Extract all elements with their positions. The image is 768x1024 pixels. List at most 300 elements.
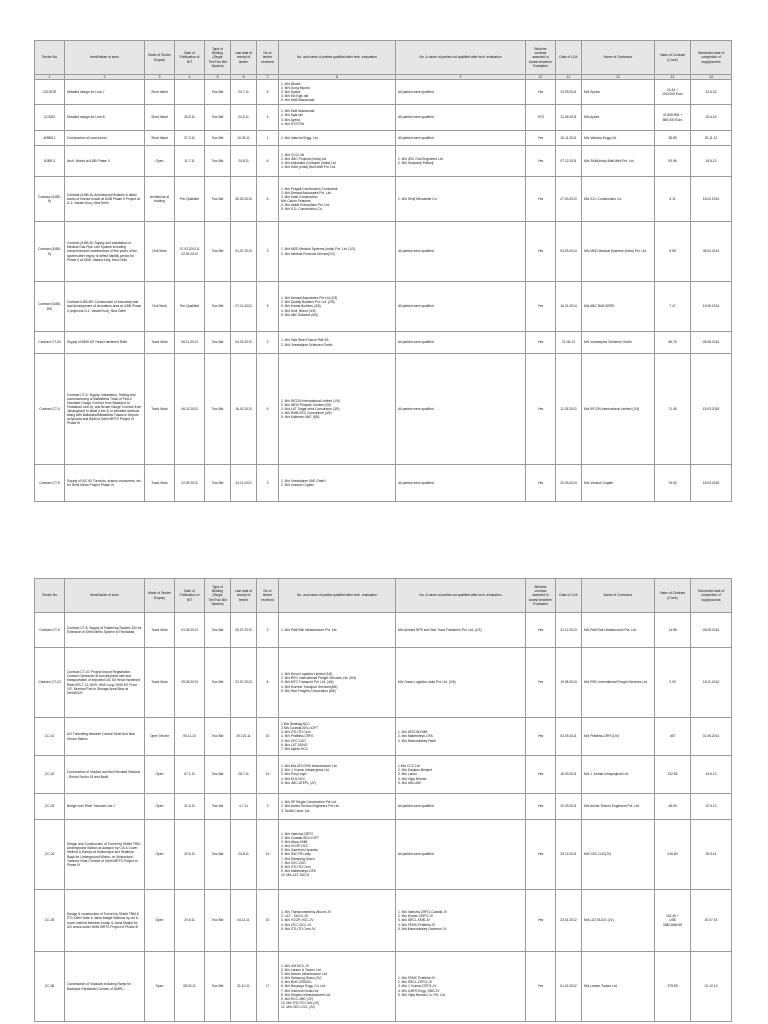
cell-item-nature-of-work: Construction of Viaducts including Ramp for Badarpur-Faridabad Corridor of DMRC — [65, 952, 145, 1022]
cell-tender-no: CC-03 — [35, 794, 65, 820]
cell-awarded-lowest: Yes — [526, 718, 556, 756]
cell-contractor-name: M/s CEC-OJO(JV) — [582, 820, 655, 890]
cell-scheduled-completion: 20.07.15 — [691, 890, 732, 952]
cell-scheduled-completion: 28.9.14 — [691, 820, 732, 890]
column-header-bidding-type: Type of Bidding (Single Tier/Two Bid System) — [205, 579, 231, 613]
cell-contractor-name: M/s Ayesa — [582, 105, 655, 131]
cell-qualified-parties: 1. M/s Transtonnelstroy-Afcons JV 2. L&T - SUCG-JV 3. M/s VCGP-HCC-JV 4. M/s CEC-CICL-JV 5. M/s ITD-ITD Cem-JV — [279, 890, 396, 952]
cell-loa-date: 23.09.2011 — [556, 80, 582, 105]
cell-awarded-lowest: Yes — [526, 794, 556, 820]
cell-contract-value: 151.40 + US$ 33821684.65 — [655, 890, 691, 952]
cell-mode-of-enquiry: Track Work — [145, 332, 175, 354]
cell-loa-date: 27.03.2013 — [556, 177, 582, 222]
cell-scheduled-completion: 28.05.2014 — [691, 613, 732, 648]
cell-item-nature-of-work: Detailed design for Line-8 — [65, 105, 145, 131]
cell-loa-date: 01.02.2012 — [556, 952, 582, 1022]
cell-contract-value: 2.09 — [655, 648, 691, 718]
table-row — [35, 80, 732, 105]
cell-bidding-type: Two Bid — [205, 332, 231, 354]
column-header-last-date-receipt: Last date of receipt of tender — [231, 579, 257, 613]
cell-qualified-parties: 1. M/s CCCL ltd 2. M/s JMC Projects (India) Ltd 3. M/s Ahluwalia Contracts (India) Ltd 4. M/s SAM (India) Built Well Pvt. Ltd. — [279, 146, 396, 177]
cell-qualified-parties: 1.M/s Strabag-NCC 2.M/s Coastal-SELI-IGFT 3. M/s ITD-ITD Cem 4. M/s Pratibha-CRFG 5. M/s CEC-OJO 6. M/s L&T-SUNG 7. M/s Alpine-HCC — [279, 718, 396, 756]
cell-item-nature-of-work: Contract CT-6: Supply of Fastening System 320 for Extension of Delhi Metro System to Faridabad — [65, 613, 145, 648]
tender-table — [34, 578, 732, 1022]
cell-loa-date: 20.03.2013 — [556, 465, 582, 502]
cell-tender-no: Contract (ILBB-5) — [35, 222, 65, 282]
cell-qualified-parties: 1. M/s MDD Medical Systems (India) Pvt. Ltd. (1/2) 2. M/s Medical Products Service(2/2) — [279, 222, 396, 282]
column-number: 3 — [145, 75, 175, 80]
column-number: 4 — [175, 75, 205, 80]
cell-contractor-name: M/s Larsen Toubro Ltd. — [582, 952, 655, 1022]
cell-not-qualified-parties: All parties were qualified — [396, 282, 526, 332]
cell-mode-of-enquiry: Civil Work — [145, 222, 175, 282]
column-header-contract-value: Value of Contract (Crore) — [655, 579, 691, 613]
cell-mode-of-enquiry: Open Tender — [145, 718, 175, 756]
cell-tenders-received: 2 — [257, 332, 279, 354]
cell-bidding-type: Two Bid — [205, 820, 231, 890]
column-header-contractor-name: Name of Contractor — [582, 579, 655, 613]
cell-loa-date: 22.09.2011 — [556, 794, 582, 820]
cell-contract-value: 56.75 — [655, 332, 691, 354]
column-header-not-qualified-parties: No. & name of parties not qualified after tech. evaluation — [396, 41, 526, 75]
cell-loa-date: 11.03.2013 — [556, 354, 582, 465]
cell-contractor-name: M/s ABC BUILDERS — [582, 282, 655, 332]
cell-last-date-receipt: 01.07.2013 — [231, 222, 257, 282]
cell-scheduled-completion: 20.6.15 — [691, 105, 732, 131]
cell-qualified-parties: 1. M/s Voestalpine VAE GmbH 2. M/s Vossloh Cogifer — [279, 465, 396, 502]
cell-qualified-parties: 1. M/s Patil Rail Infrastructure Pvt. Ltd. — [279, 613, 396, 648]
cell-mode-of-enquiry: Open — [145, 820, 175, 890]
cell-tenders-received: 10 — [257, 820, 279, 890]
cell-tender-no: Contract CT-04 — [35, 332, 65, 354]
cell-loa-date: 20.11.2011 — [556, 131, 582, 146]
cell-last-date-receipt: 10.05.11 — [231, 131, 257, 146]
cell-mode-of-enquiry: Short listed — [145, 105, 175, 131]
column-number: 12 — [582, 75, 655, 80]
cell-mode-of-enquiry: Short listed — [145, 80, 175, 105]
cell-contract-value: 93.96 — [655, 146, 691, 177]
column-header-awarded-lowest: Whether contract awarded to lowest tenderer/ Evaluated — [526, 41, 556, 75]
cell-awarded-lowest: Yes — [526, 354, 556, 465]
column-number: 10 — [526, 75, 556, 80]
column-number: 1 — [35, 75, 65, 80]
cell-item-nature-of-work: Supply of 6900 MT Head Hardened Rails — [65, 332, 145, 354]
cell-last-date-receipt: 28.7.11 — [231, 756, 257, 794]
cell-contract-value: 467 — [655, 718, 691, 756]
tender-table-page-1 — [34, 40, 731, 502]
table-row — [35, 756, 732, 794]
cell-scheduled-completion: 01.10.13 — [691, 952, 732, 1022]
cell-tenders-received: 10 — [257, 756, 279, 794]
cell-bidding-type: Two Bid — [205, 952, 231, 1022]
cell-mode-of-enquiry: Open — [145, 952, 175, 1022]
tender-table — [34, 40, 732, 502]
cell-not-qualified-parties: 1. M/s JRC Grid Engineers Ltd. 2. M/s Shapoorji Pallonji — [396, 146, 526, 177]
cell-tenders-received: 6 — [257, 146, 279, 177]
cell-bidding-type: Two Bid — [205, 146, 231, 177]
cell-last-date-receipt: 23.7.11 — [231, 80, 257, 105]
cell-qualified-parties: 1. M/s Pragati Construction Consultant 2. M/s Deswal Associates Pvt. Ltd. 3. M/s Kalsi Construction M/s Canon Features 4. M/s Aakar Enterprises Pvt. Ltd. 5. M/s S.D. Construction Co. — [279, 177, 396, 222]
cell-item-nature-of-work: Contract CT-10: Project Import Registration, Custom Clearance at concessional rate and transportation of imported UIC 60 Head Hardened Rails IRS-T 12-2009, HHA Long, 2008 MT From CIF, Mumbai Port to Storage Area/Sites at Delhi/NCR — [65, 648, 145, 718]
column-header-qualified-parties: No. and name of parties qualified after tech. evaluation — [279, 41, 396, 75]
cell-not-qualified-parties: All parties were qualified — [396, 80, 526, 105]
cell-tenders-received: 17 — [257, 952, 279, 1022]
column-header-publication-date: Date of Publication of NIT — [175, 41, 205, 75]
cell-bidding-type: Two Bid — [205, 222, 231, 282]
cell-last-date-receipt: 22.07.2013 — [231, 648, 257, 718]
cell-tenders-received: 2 — [257, 465, 279, 502]
column-header-qualified-parties: No. and name of parties qualified after tech. evaluation — [279, 579, 396, 613]
cell-scheduled-completion: 22.6.15 — [691, 80, 732, 105]
cell-bidding-type: Two Bid — [205, 131, 231, 146]
cell-bidding-type: Two Bid — [205, 613, 231, 648]
cell-item-nature-of-work: Contract CT-4: Supply, Installation, Testing and commissioning of Ballastless Track of Part-2 Standard Gauge Corridor from Badarpur to Faridabad Line-6), and Broad Gauge Corridor from Jahangirpuri to Badli (Line-2) in elevated sections along with Ballasted/Ballastless Tracks in Depots at Ajronda and Badli of Delhi MRTS Project of Phase III — [65, 354, 145, 465]
cell-publication-date: 22.09.2012 — [175, 465, 205, 502]
tender-table-page-2 — [34, 578, 731, 1022]
cell-loa-date: 21.06.13 — [556, 332, 582, 354]
column-number: 2 — [65, 75, 145, 80]
cell-last-date-receipt: 04.11.11 — [231, 890, 257, 952]
cell-contract-value: 6.98 — [655, 222, 691, 282]
table-row — [35, 282, 732, 332]
cell-tender-no: Contract (ILBB-6) — [35, 177, 65, 222]
cell-item-nature-of-work: Contract ILBB-6R: Construction of boundary wall and development of circulation area at ILBB Phase II project at D-1, Vasant Kunj, New Delhi — [65, 282, 145, 332]
cell-tenders-received: 6 — [257, 177, 279, 222]
cell-last-date-receipt: 24.11.2012 — [231, 465, 257, 502]
table-row — [35, 718, 732, 756]
cell-awarded-lowest: Yes — [526, 131, 556, 146]
cell-publication-date: 06.11.2013 — [175, 354, 205, 465]
cell-tenders-received: 10 — [257, 718, 279, 756]
cell-contractor-name: M/s Valecha Engg Ltd. — [582, 131, 655, 146]
cell-awarded-lowest: Yes — [526, 332, 556, 354]
cell-contractor-name: M/s IRCON International Limited (1/5) — [582, 354, 655, 465]
cell-last-date-receipt: 25.07.2013 — [231, 613, 257, 648]
cell-contract-value: 71.45 — [655, 354, 691, 465]
cell-qualified-parties: 1. M/s SP Singla Construction Pvt Ltd. 2. M/s Arvind Techno Engineers Pvt Ltd. 3. Tantia Const. Ltd. — [279, 794, 396, 820]
cell-not-qualified-parties: 1.M/s CCC Ltd 2. M/s Sanjeev-Behjent 3. M/s Lanco 4. M/s Vijay Nirman 5. M/s UBI-UMI — [396, 756, 526, 794]
cell-bidding-type: Two Bid — [205, 890, 231, 952]
column-header-publication-date: Date of Publication of NIT — [175, 579, 205, 613]
table-row — [35, 890, 732, 952]
cell-contractor-name: M/s SAM(India) Built Well Pvt. Ltd. — [582, 146, 655, 177]
cell-tenders-received: 10 — [257, 890, 279, 952]
cell-mode-of-enquiry: Open — [145, 146, 175, 177]
cell-awarded-lowest: Yes — [526, 648, 556, 718]
cell-contract-value: 76.92 — [655, 465, 691, 502]
cell-loa-date: 31.12.2013 — [556, 613, 582, 648]
cell-qualified-parties: 1. M/s UM-NCC-JV 2. M/s Larsen & Toubro Ltd. 3. M/s Afcons Infrastructure Ltd. 4. M/s Samsung-Simro (JV) 5. M/s BUK-CRBSCL 6. M/s Navyuga Engg. Co. Ltd. 7. M/s Gammon India Ltd. 8. M/s Simplex Infrastructures Ltd. 9. M/s HCC-JMC (JV) 10. M/s ITD-ITD Cem (JV) 11. M/s CEC-CICL (JV) — [279, 952, 396, 1022]
cell-scheduled-completion: 08.04.2014 — [691, 222, 732, 282]
cell-bidding-type: Two Bid — [205, 648, 231, 718]
table-row — [35, 131, 732, 146]
cell-publication-date: 26.5.11 — [175, 105, 205, 131]
cell-tenders-received: 4 — [257, 105, 279, 131]
cell-last-date-receipt: 31.10.11 — [231, 952, 257, 1022]
cell-awarded-lowest: Yes — [526, 282, 556, 332]
cell-not-qualified-parties: All parties were qualified — [396, 105, 526, 131]
cell-awarded-lowest: Yes — [526, 890, 556, 952]
cell-tender-no: Contract CT-6 — [35, 613, 65, 648]
table-row — [35, 648, 732, 718]
cell-bidding-type: Two Bid — [205, 105, 231, 131]
cell-item-nature-of-work: UG Tunnelling between Central Sectt And Mon House Station — [65, 718, 145, 756]
cell-contractor-name: M/s L&T-SUCG (JV) — [582, 890, 655, 952]
cell-contractor-name: M/s Systra — [582, 80, 655, 105]
cell-mode-of-enquiry: Short listed — [145, 131, 175, 146]
cell-loa-date: 07.12.2011 — [556, 146, 582, 177]
table-row — [35, 952, 732, 1022]
cell-not-qualified-parties: 1. M/s FEMC Pratibha JV 2. M/s SRCL-CRFG-JV 3. M/s J. Kumar-CRTG-JV 4. M/s ILBFS Engg. SBG-JV 5. M/s Vijay Nirman Co. Pvt. Ltd. — [396, 952, 526, 1022]
cell-bidding-type: Two Bid — [205, 80, 231, 105]
cell-scheduled-completion: 01.05.2014 — [691, 718, 732, 756]
cell-bidding-type: Two bid — [205, 794, 231, 820]
header-row — [35, 579, 732, 613]
cell-publication-date: 07.1.11 — [175, 756, 205, 794]
column-header-tender-no: Tender No — [35, 579, 65, 613]
cell-contractor-name: M/s MDD Medical Systems (India) Pvt. Ltd. — [582, 222, 655, 282]
cell-scheduled-completion: 16.6.13 — [691, 146, 732, 177]
cell-publication-date: 05.11.10 — [175, 718, 205, 756]
cell-contract-value: 14.86 — [655, 613, 691, 648]
cell-last-date-receipt: 04.02.2013 — [231, 332, 257, 354]
cell-tender-no: CC-02 — [35, 756, 65, 794]
cell-tenders-received: 5 — [257, 80, 279, 105]
cell-tender-no: CCDD2 — [35, 105, 65, 131]
cell-not-qualified-parties: All parties were qualified — [396, 794, 526, 820]
cell-awarded-lowest: Yes — [526, 613, 556, 648]
cell-last-date-receipt: 06.02.2013 — [231, 177, 257, 222]
cell-mode-of-enquiry: Track Work — [145, 613, 175, 648]
cell-last-date-receipt: 07.11.2013 — [231, 282, 257, 332]
cell-contract-value: 379.59 — [655, 952, 691, 1022]
cell-bidding-type: Two Bid — [205, 354, 231, 465]
column-number: 6 — [231, 75, 257, 80]
table-row — [35, 613, 732, 648]
cell-contract-value: 24.43 + 1041005 Euro — [655, 80, 691, 105]
cell-tender-no: CC-06 — [35, 952, 65, 1022]
cell-scheduled-completion: 28.06.2014 — [691, 332, 732, 354]
cell-item-nature-of-work: Construction of Viaduct and two Elevated Stations - Rohini Sector 18 and Badli — [65, 756, 145, 794]
column-header-loa-date: Date of LOA — [556, 41, 582, 75]
cell-tenders-received: 5 — [257, 354, 279, 465]
column-header-bidding-type: Type of Bidding (Single Tier/Two Bid System) — [205, 41, 231, 75]
column-header-mode-of-enquiry: Mode of Tender Enquiry — [145, 41, 175, 75]
cell-tenders-received: 5 — [257, 282, 279, 332]
cell-not-qualified-parties: 1. M/s AFCON-KMB 2. M/s Mabeedeyn-GFA 3. M/s Macrositsbey Patel — [396, 718, 526, 756]
cell-contract-value: 48.53 — [655, 794, 691, 820]
cell-item-nature-of-work: Contract (ILBB-5): Supply and installation of Medical Gas Pipe Line System including comprehensive maintenance of five years of the system after expiry of defect liability period for Phase II at ILBB, Vasant Kunj, New Delhi — [65, 222, 145, 282]
cell-awarded-lowest: Yes — [526, 146, 556, 177]
cell-loa-date: 23.01.2012 — [556, 890, 582, 952]
cell-publication-date: 31.5.11 — [175, 794, 205, 820]
cell-tender-no: CC-05 — [35, 890, 65, 952]
cell-scheduled-completion: 15.05.2014 — [691, 282, 732, 332]
cell-contract-value: 7.47 — [655, 282, 691, 332]
column-header-tenders-received: No of tender received — [257, 41, 279, 75]
cell-awarded-lowest: Yes — [526, 820, 556, 890]
cell-not-qualified-parties: 1. M/s Shriji Mercantile Co. — [396, 177, 526, 222]
column-number: 13 — [655, 75, 691, 80]
cell-tender-no: Contract (ILBB-6R) — [35, 282, 65, 332]
column-number: 11 — [556, 75, 582, 80]
table-row — [35, 465, 732, 502]
cell-mode-of-enquiry: Civil Work — [145, 282, 175, 332]
cell-publication-date: Pre-Qualified — [175, 177, 205, 222]
table-row — [35, 146, 732, 177]
cell-tender-no: CC-01 — [35, 718, 65, 756]
cell-not-qualified-parties: All parties were qualified — [396, 332, 526, 354]
cell-bidding-type: Two Bid — [205, 756, 231, 794]
cell-loa-date: 02.05.2011 — [556, 718, 582, 756]
column-header-contract-value: Value of Contract (Crore) — [655, 41, 691, 75]
cell-tender-no: CCDD1R — [35, 80, 65, 105]
cell-publication-date: 06.12.2013 — [175, 332, 205, 354]
cell-publication-date: 08.03.11 — [175, 952, 205, 1022]
cell-tender-no: Contract CT-4 — [35, 354, 65, 465]
cell-not-qualified-parties: All parties were qualified — [396, 465, 526, 502]
column-header-mode-of-enquiry: Mode of Tender Enquiry — [145, 579, 175, 613]
cell-tender-no: AIBB9-1 — [35, 131, 65, 146]
column-header-not-qualified-parties: No. & name of parties not qualified after tech. evaluation — [396, 579, 526, 613]
cell-item-nature-of-work: Design and Construction of Tunnel by Shield TBM, Underground Station at Azadpur by Cut & Cover Method & Ramps at Mukundpur and Shalimar Bagh for Underground Works, on Mukundpur-Yamuna Vihar Corridor of Delhi MRTS Project of Phase III — [65, 820, 145, 890]
column-header-contractor-name: Name of Contractor — [582, 41, 655, 75]
cell-not-qualified-parties: All parties were qualified — [396, 354, 526, 465]
cell-contractor-name: M/s Pratibha-CRFG(JV) — [582, 718, 655, 756]
cell-not-qualified-parties: M/s Amsted RPS and Star Track Fasteners Pvt. Ltd. (2/2) — [396, 613, 526, 648]
cell-tenders-received: 2 — [257, 613, 279, 648]
cell-item-nature-of-work: Construction of road tunnel — [65, 131, 145, 146]
cell-contract-value: 38.89 — [655, 131, 691, 146]
cell-mode-of-enquiry: Open — [145, 794, 175, 820]
cell-tenders-received: 2 — [257, 222, 279, 282]
cell-publication-date: 29.05.2013 — [175, 648, 205, 718]
cell-scheduled-completion: 15.6.13 — [691, 756, 732, 794]
cell-scheduled-completion: 22.9.13 — [691, 794, 732, 820]
cell-bidding-type: Two Bid — [205, 177, 231, 222]
cell-scheduled-completion: 16.02.2014 — [691, 177, 732, 222]
cell-contract-value: 416.80 — [655, 820, 691, 890]
column-number: 9 — [396, 75, 526, 80]
column-header-awarded-lowest: Whether contract awarded to lowest tenderer/ Evaluated — [526, 579, 556, 613]
cell-bidding-type: Two Bid — [205, 465, 231, 502]
cell-last-date-receipt: 23.8.11 — [231, 820, 257, 890]
cell-publication-date: Pre-Qualified — [175, 282, 205, 332]
cell-publication-date: 20.6.11 — [175, 820, 205, 890]
cell-mode-of-enquiry: Track Work — [145, 648, 175, 718]
cell-contract-value: 47,808,906 + 565,000 Euro — [655, 105, 691, 131]
table-row — [35, 354, 732, 465]
cell-mode-of-enquiry: Architectur al bidding — [145, 177, 175, 222]
cell-publication-date: 11.7.11 — [175, 146, 205, 177]
cell-tender-no: Contract CT-10 — [35, 648, 65, 718]
cell-qualified-parties: 1. M/s Deswal Associates Pvt Ltd (1/5) 2. M/s Quality Builders Pvt. Ltd. (2/5) 3. M/s Kamal Builders (3/5) 4. M/s M.M. Brand (4/5) 5. M/s ABC Builders (5/5) — [279, 282, 396, 332]
cell-item-nature-of-work: Bridge over River Yamuna Line-7 — [65, 794, 145, 820]
cell-awarded-lowest: YES — [526, 105, 556, 131]
table-row — [35, 222, 732, 282]
cell-loa-date: 16.01.2014 — [556, 282, 582, 332]
cell-scheduled-completion: 18.03.2015 — [691, 465, 732, 502]
cell-mode-of-enquiry: Open — [145, 890, 175, 952]
cell-not-qualified-parties: M/s Grace Logistics India Pvt. Ltd. (2/6) — [396, 648, 526, 718]
column-header-loa-date: Date of LOA — [556, 579, 582, 613]
cell-contractor-name: M/s Patil Rail Infrastructure Pvt. Ltd. — [582, 613, 655, 648]
cell-qualified-parties: 1. M/s Tata Steel France Rail SA 2. M/s Voestalpine Schienen Gmbh — [279, 332, 396, 354]
cell-publication-date — [175, 80, 205, 105]
cell-awarded-lowest: Yes — [526, 756, 556, 794]
cell-not-qualified-parties: 1. M/s Valecha-CRFG-Coastal JV 2. M/s Kumar-CRFG-JV 3. M/s SRCL-KMB-JV 4. M/s FEMC-Pratibha JV 5. M/s Macrositsbey Gammon JV — [396, 890, 526, 952]
table-row — [35, 332, 732, 354]
cell-awarded-lowest: Yes — [526, 465, 556, 502]
cell-item-nature-of-work: Arch. Works at ILBB Phase II — [65, 146, 145, 177]
cell-qualified-parties: 1. M/s M/s AFCONS Infrastructure Ltd. 2. M/s J. Kumar Infraprojects Ltd. 3. M/s Punj Lloyd 4. M/s ELH-NCC 5. M/s JMC-ATEPL (JV) — [279, 756, 396, 794]
cell-tenders-received: 6 — [257, 648, 279, 718]
header-row — [35, 41, 732, 75]
column-header-tenders-received: No of tender received — [257, 579, 279, 613]
cell-contract-value: 132.82 — [655, 756, 691, 794]
cell-loa-date: 19.08.2013 — [556, 648, 582, 718]
column-header-tender-no: Tender No — [35, 41, 65, 75]
cell-qualified-parties: 1. M/s Aboret 2. M/s Dong Myund 3. M/s Systra 4. M/s Mo Egis rail 5. M/s Mott Macdonald — [279, 80, 396, 105]
cell-awarded-lowest: Yes — [526, 80, 556, 105]
cell-mode-of-enquiry: Track Work — [145, 354, 175, 465]
cell-mode-of-enquiry: Track Work — [145, 465, 175, 502]
cell-scheduled-completion: 15.03.2015 — [691, 354, 732, 465]
cell-contractor-name: M/s Arvind Techno Engineers Pvt. Ltd. — [582, 794, 655, 820]
cell-contractor-name: M/s RRC International Freight Services Ltd. — [582, 648, 655, 718]
cell-awarded-lowest: Yes — [526, 222, 556, 282]
cell-scheduled-completion: 18.11.2013 — [691, 648, 732, 718]
cell-awarded-lowest: Yes — [526, 177, 556, 222]
cell-tender-no: BJB9-3 — [35, 146, 65, 177]
cell-not-qualified-parties: All parties were qualified — [396, 820, 526, 890]
cell-contractor-name: M/s Vossloh Cogifer — [582, 465, 655, 502]
cell-last-date-receipt: 16.01.2013 — [231, 354, 257, 465]
cell-publication-date: 07.03.2013 & 22.04.2013 — [175, 222, 205, 282]
cell-contractor-name: M/s J. Kumar Infraprojects Ltd. — [582, 756, 655, 794]
cell-scheduled-completion: 20.11.12 — [691, 131, 732, 146]
column-header-last-date-receipt: Last date of receipt of tender — [231, 41, 257, 75]
table-row — [35, 794, 732, 820]
cell-item-nature-of-work: Contract (ILBB-6): Architectural finishes & allied works of Interior hostel at ILBB Phase II Project at D-1, Vasant Kunj, New Delhi — [65, 177, 145, 222]
cell-mode-of-enquiry: Open — [145, 756, 175, 794]
cell-last-date-receipt: 4.7.11 — [231, 794, 257, 820]
cell-publication-date: 20.6.11 — [175, 890, 205, 952]
column-header-item-nature-of-work: Item/Nature of work — [65, 41, 145, 75]
table-row — [35, 820, 732, 890]
cell-tender-no: CC-04 — [35, 820, 65, 890]
cell-bidding-type: Two Bid — [205, 718, 231, 756]
cell-publication-date: 07.3.11 — [175, 131, 205, 146]
cell-contractor-name: M/s S.D. Construction Co. — [582, 177, 655, 222]
cell-awarded-lowest: Yes — [526, 952, 556, 1022]
column-number: 5 — [205, 75, 231, 80]
cell-item-nature-of-work: Design & construction of Tunnel by Shield TBM & ITO, Delhi Gate & Jama Masjid Stations by cut & cover method between Indian & Jama Masjid for UG works under Delhi MRTS Project of Phase III — [65, 890, 145, 952]
cell-qualified-parties: 1. M/s IRCON International Limited (1/5) 2. M/s INDU Projects Limited (2/5) 3. M/s L&T Sagar Infra Consortium (3/5) 4. M/s RMB-KEC Consortium (4/5) 5. M/s Kalindee-VNC (5/5) — [279, 354, 396, 465]
column-header-scheduled-completion: Scheduled date of completion of supply/works — [691, 579, 732, 613]
cell-tender-no: Contract CT-5 — [35, 465, 65, 502]
cell-publication-date: 01.05.2013 — [175, 613, 205, 648]
cell-contract-value: 5.11 — [655, 177, 691, 222]
cell-last-date-receipt: 24.8.11 — [231, 146, 257, 177]
column-header-scheduled-completion: Scheduled date of completion of supply/works — [691, 41, 732, 75]
cell-qualified-parties: 1. M/s Mott Macdonald 2. M/s Egis rail 3. M/s Ayesa 4. M/s SYSTRA — [279, 105, 396, 131]
cell-contractor-name: M/s Voestalpine Schienen Gmbh — [582, 332, 655, 354]
cell-tenders-received: 3 — [257, 794, 279, 820]
cell-bidding-type: Two Bid — [205, 282, 231, 332]
cell-qualified-parties: 1. M/s Dexol Logistics Limited (1/6) 2. M/s RRC International Freight Services Ltd. (3/6) 3. M/s MTC Transport Pvt. Ltd. (4/6) 4. M/s Kuehne Transport Services(5/6) 5. M/s Star Freights Corporation (6/6) — [279, 648, 396, 718]
table-row — [35, 105, 732, 131]
